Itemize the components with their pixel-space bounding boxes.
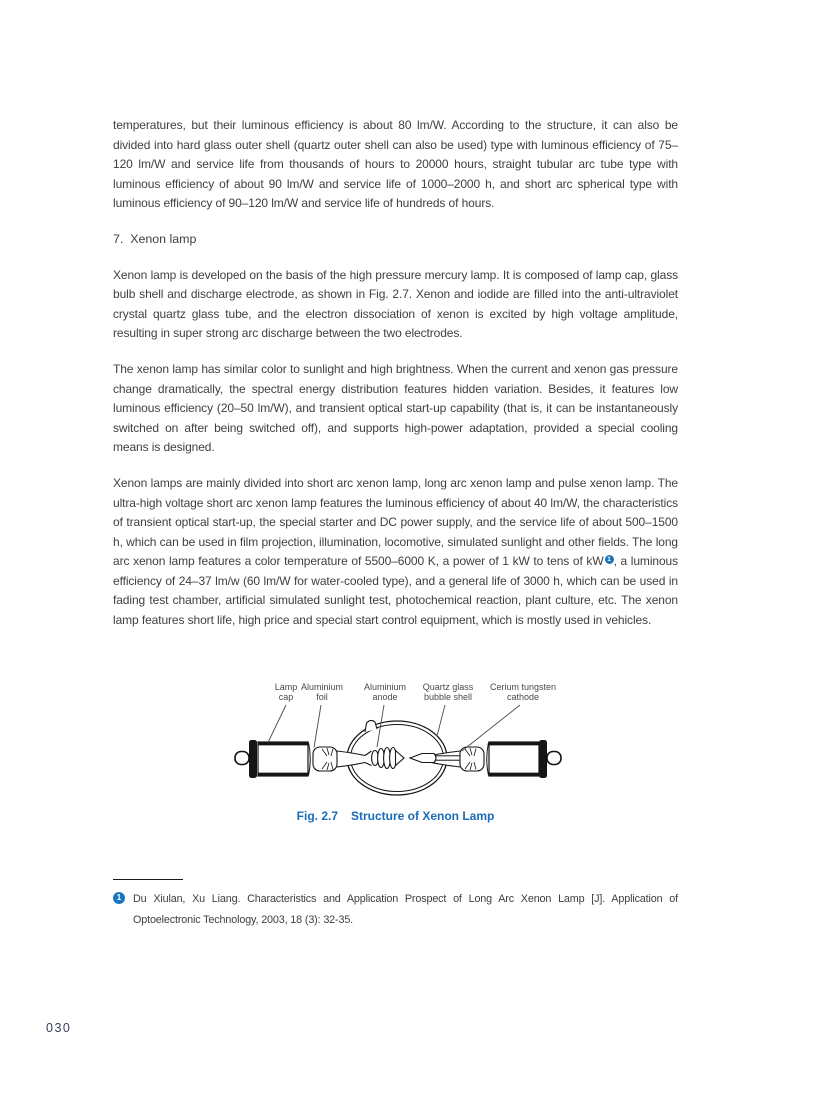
figure-label-aluminium-anode: Aluminium xyxy=(363,681,407,692)
left-lamp-cap xyxy=(235,740,308,778)
svg-text:bubble shell: bubble shell xyxy=(423,691,473,702)
svg-text:foil: foil xyxy=(316,691,328,702)
paragraph-xenon-types-text-after-ref: , a luminous efficiency of 24–37 lm/w (60 lm/W for water-cooled type), and a general life of 3000 h, which can be used in fading test chamber, artificial simulated sunlight test, photochemical reaction, plant culture, etc. The xenon lamp features short life, high price and special start control equipment, which is mostly used in vehicles. xyxy=(113,554,679,628)
figure-2-7 xyxy=(113,679,678,823)
figure-labels xyxy=(275,682,556,702)
page-number: 030 xyxy=(46,1021,72,1035)
section-heading-xenon-lamp: 7. Xenon lamp xyxy=(113,231,197,246)
footnote-marker-badge-icon: 1 xyxy=(113,892,125,904)
footnote-text: Du Xiulan, Xu Liang. Characteristics and Application Prospect of Long Arc Xenon Lamp [J]. Application of Optoelectronic Technology, 2003, 18 (3): 32-35. xyxy=(133,892,678,927)
svg-text:anode: anode xyxy=(372,691,398,702)
paragraph-xenon-types-text-before-ref: Xenon lamps are mainly divided into short arc xenon lamp, long arc xenon lamp and pulse xenon lamp. The ultra-high voltage short arc xenon lamp features the luminous efficiency of about 40 lm/W, the characteristics of transient optical start-up, the special starter and DC power supply, and the service life of about 500–1500 h, which can be used in film projection, illumination, locomotive, simulated sunlight and other fields. The long arc xenon lamp features a color temperature of 5500–6000 K, a power of 1 kW to tens of kW xyxy=(113,475,678,569)
footnote-divider xyxy=(113,879,183,880)
right-lamp-cap xyxy=(489,740,561,778)
content-column xyxy=(113,0,678,932)
figure-caption-title: Structure of Xenon Lamp xyxy=(351,808,495,823)
footnote xyxy=(113,889,678,932)
paragraph-xenon-types xyxy=(113,474,678,631)
footnote-area xyxy=(113,879,678,932)
leader-lamp-cap xyxy=(268,705,286,743)
svg-text:cathode: cathode xyxy=(506,691,540,702)
leader-aluminium-foil xyxy=(314,705,321,748)
paragraph-xenon-properties: The xenon lamp has similar color to sunlight and high brightness. When the current and xenon gas pressure change dramatically, the spectral energy distribution features hidden variation. Besides, it features low luminous efficiency (20–50 lm/W), and transient optical start-up capability (that is, it can be instantaneously switched on after being switched off), and supports high-power adaptation, provided a special cooling means is designed. xyxy=(113,361,678,455)
xenon-lamp-diagram xyxy=(232,679,584,801)
figure-caption-number: Fig. 2.7 xyxy=(296,808,338,823)
figure-label-cathode: Cerium tungsten xyxy=(489,681,557,692)
figure-label-quartz-shell: Quartz glass xyxy=(422,681,474,692)
leader-quartz-shell xyxy=(437,705,445,736)
paragraph-mercury-lamp: temperatures, but their luminous efficiency is about 80 lm/W. According to the structure, it can also be divided into hard glass outer shell (quartz outer shell can also be used) type with luminous efficiency of 75–120 lm/W and service life from thousands of hours to 20000 hours, straight tubular arc tube type with luminous efficiency of about 90 lm/W and service life of 1000–2000 h, and short arc spherical type with luminous efficiency of 90–120 lm/W and service life of hundreds of hours. xyxy=(113,118,678,211)
right-foil-seal xyxy=(460,742,489,775)
figure-label-lamp-cap: Lamp xyxy=(274,681,298,692)
figure-caption xyxy=(113,809,678,823)
footnote-ref-badge-icon: 1 xyxy=(605,555,614,564)
svg-text:cap: cap xyxy=(278,691,294,702)
left-foil-seal xyxy=(309,742,338,775)
figure-label-aluminium-foil: Aluminium xyxy=(300,681,344,692)
paragraph-xenon-intro: Xenon lamp is developed on the basis of the high pressure mercury lamp. It is composed of lamp cap, glass bulb shell and discharge electrode, as shown in Fig. 2.7. Xenon and iodide are filled into the anti-ultraviolet crystal quartz glass tube, and the electron dissociation of xenon is excited by high voltage amplitude, resulting in super strong arc discharge between the two electrodes. xyxy=(113,267,678,341)
